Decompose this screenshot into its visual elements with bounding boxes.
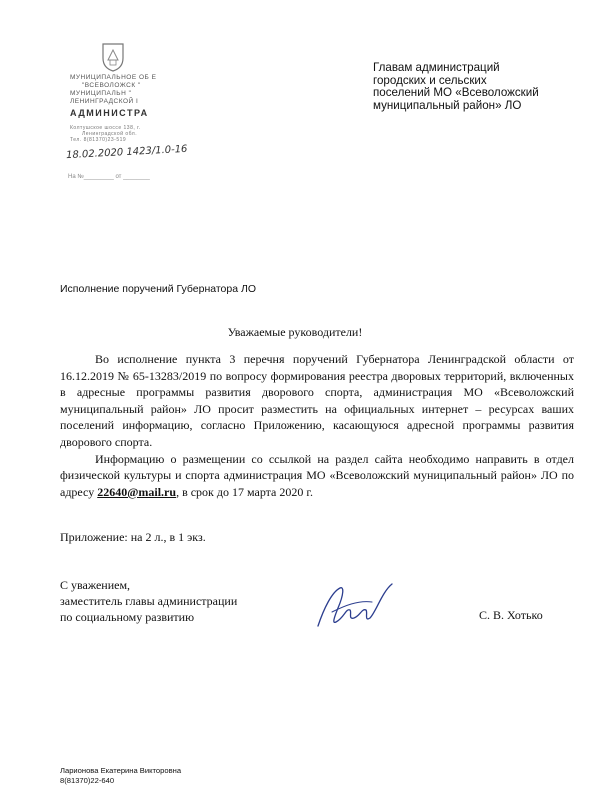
letter-body	[60, 351, 574, 500]
closing-block	[60, 577, 237, 625]
executor-phone: 8(81370)22-640	[60, 776, 115, 785]
executor-block	[60, 766, 181, 786]
closing-line: по социальному развитию	[60, 610, 195, 624]
addressee-line: городских и сельских	[373, 73, 487, 87]
letterhead-line: ЛЕНИНГРАДСКОЙ І	[70, 98, 139, 105]
closing-line: С уважением,	[60, 578, 131, 592]
executor-name: Ларионова Екатерина Викторовна	[60, 766, 182, 775]
attachment-note: Приложение: на 2 л., в 1 экз.	[60, 530, 206, 544]
addressee-line: Главам администраций	[373, 61, 500, 74]
letterhead-address: Ленинградской обл.	[82, 131, 138, 137]
letterhead-line: МУНИЦИПАЛЬН "	[70, 90, 132, 97]
body-paragraph	[60, 451, 574, 501]
ref-number-line: На №_________ от ________	[68, 174, 150, 180]
handwritten-reg-number: 18.02.2020 1423/1.0-16	[65, 143, 188, 162]
body-paragraph: Во исполнение пункта 3 перечня поручений Губернатора Ленинградской области от 16.12.2019 № 65-13283/2019 по вопросу формирования реестра дворовых территорий, включенных в адресные программы развития дворового спорта, администрация МО «Всеволожский муниципальный район» ЛО просит разместить на официальных интернет – ресурсах ваших поселений информацию, согласно Приложению, касающуюся адресной программы развития дворового спорта.	[60, 352, 574, 449]
body-text: Информацию о размещении со ссылкой на раздел сайта необходимо направить в отдел физической культуры и спорта администрация МО «Всеволожский муниципальный район» ЛО по адресу	[60, 451, 574, 499]
addressee-line: поселений МО «Всеволожский	[373, 86, 539, 100]
addressee-line: муниципальный район» ЛО	[373, 98, 522, 112]
letterhead-line: МУНИЦИПАЛЬНОЕ ОБ Е	[70, 74, 157, 81]
letterhead-org: АДМИНИСТРА	[70, 108, 149, 118]
signature-image	[310, 578, 400, 638]
subject-line: Исполнение поручений Губернатора ЛО	[60, 283, 257, 295]
email-address: 22640@mail.ru	[97, 484, 177, 499]
letterhead-phone: Тел. 8(81370)23-519	[70, 137, 127, 143]
addressee-block	[373, 62, 573, 112]
body-text: , в срок до 17 марта 2020 г.	[176, 484, 313, 499]
coat-of-arms-icon	[100, 42, 126, 72]
salutation: Уважаемые руководители!	[227, 325, 363, 339]
signer-name: С. В. Хотько	[479, 608, 543, 622]
letterhead-line: "ВСЕВОЛОЖСК "	[82, 82, 141, 89]
closing-line: заместитель главы администрации	[60, 594, 238, 608]
letterhead-address: Колтушское шоссе 138, г.	[70, 125, 141, 131]
